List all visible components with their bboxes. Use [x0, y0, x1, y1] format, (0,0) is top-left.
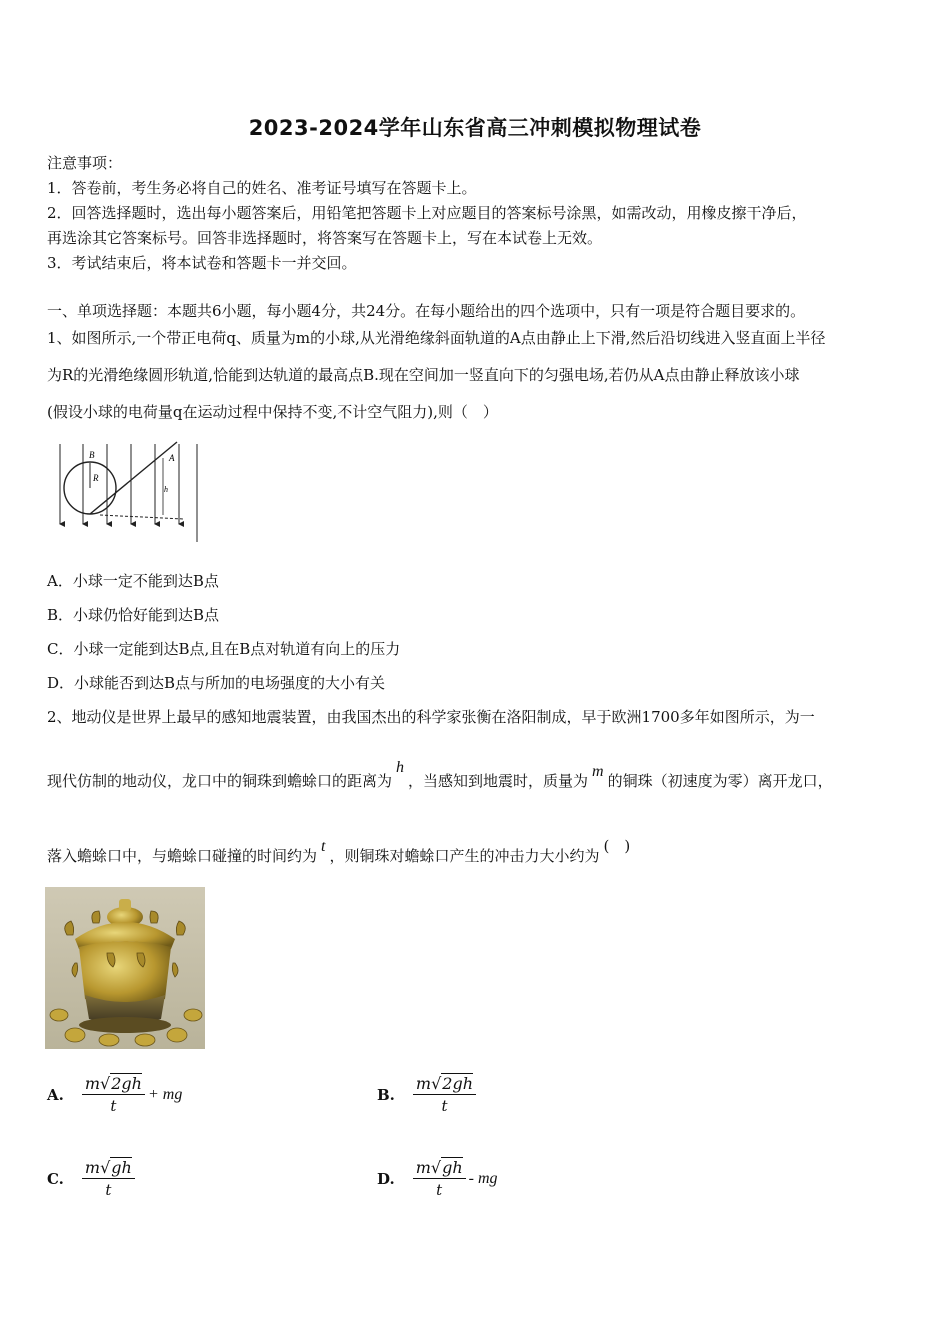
q2-option-d-label: D.	[377, 1169, 395, 1188]
note-item-1: 1．答卷前，考生务必将自己的姓名、准考证号填写在答题卡上。	[47, 179, 477, 197]
q2-option-c	[47, 1158, 135, 1199]
var-m: m	[592, 763, 604, 780]
var-h: h	[396, 759, 405, 776]
q2-line-2	[47, 759, 833, 791]
q2-line-1: 2、地动仪是世界上最早的感知地震装置，由我国杰出的科学家张衡在洛阳制成，早于欧洲1700多年如图所示，为一	[47, 708, 815, 726]
radicand: 2gh	[111, 1074, 142, 1093]
label-a: A	[169, 453, 175, 463]
numerator-m: m	[415, 1074, 432, 1093]
denominator: t	[436, 1181, 443, 1199]
section-heading: 一、单项选择题：本题共6小题，每小题4分，共24分。在每小题给出的四个选项中，只有一项是符合题目要求的。	[47, 302, 806, 320]
incline-track	[90, 442, 177, 514]
q1-line-3: (假设小球的电荷量q在运动过程中保持不变,不计空气阻力),则（ ）	[47, 403, 498, 421]
q2-option-a-label: A.	[47, 1085, 64, 1104]
q2-option-d	[377, 1158, 498, 1199]
ground-dashed	[100, 515, 184, 519]
q2-option-c-fraction: $\frac{m√gh}{t}$	[82, 1158, 135, 1199]
answer-paren: ( )	[603, 837, 631, 855]
notes-heading: 注意事项：	[47, 154, 123, 172]
q2-option-d-suffix: - mg	[468, 1169, 498, 1187]
q2-option-c-label: C.	[47, 1169, 64, 1188]
q1-track-figure	[52, 436, 202, 546]
radicand: gh	[111, 1158, 132, 1177]
radicand: gh	[442, 1158, 463, 1177]
q2-option-b-label: B.	[377, 1085, 395, 1104]
numerator-m: m	[415, 1158, 431, 1177]
note-item-3: 3．考试结束后，将本试卷和答题卡一并交回。	[47, 254, 357, 272]
numerator-m: m	[84, 1074, 101, 1093]
q2-option-d-fraction: $\frac{m√gh}{t}$	[413, 1158, 466, 1199]
denominator: t	[441, 1097, 448, 1115]
q2-line-2-text-c: 的铜珠（初速度为零）离开龙口，	[607, 772, 833, 790]
var-t: t	[321, 838, 326, 855]
q1-option-a: A．小球一定不能到达B点	[47, 572, 219, 590]
q1-option-b: B．小球仍恰好能到达B点	[47, 606, 220, 624]
q2-line-3	[47, 837, 631, 866]
label-r: R	[93, 473, 99, 483]
q2-line-2-text-a: 现代仿制的地动仪，龙口中的铜珠到蟾蜍口的距离为	[47, 772, 393, 790]
q2-option-a-fraction: $\frac{m√2gh}{t}$	[82, 1074, 145, 1115]
q2-option-a-suffix: + mg	[147, 1085, 183, 1103]
denominator: t	[110, 1097, 117, 1115]
label-b: B	[89, 450, 95, 460]
radicand: 2gh	[442, 1074, 474, 1093]
seismograph-photo	[45, 887, 205, 1049]
q1-line-2: 为R的光滑绝缘圆形轨道,恰能到达轨道的最高点B.现在空间加一竖直向下的匀强电场,若仍从A点由静止释放该小球	[47, 366, 800, 384]
q1-option-d: D．小球能否到达B点与所加的电场强度的大小有关	[47, 674, 386, 692]
field-lines	[60, 444, 197, 542]
q2-line-3-text-b: ，则铜珠对蟾蜍口产生的冲击力大小约为	[329, 847, 600, 865]
q2-line-2-text-b: ，当感知到地震时，质量为	[408, 772, 589, 790]
q1-line-1: 1、如图所示,一个带正电荷q、质量为m的小球,从光滑绝缘斜面轨道的A点由静止上下滑,然后沿切线进入竖直面上半径	[47, 329, 826, 347]
q2-option-b-fraction: $\frac{m√2gh}{t}$	[413, 1074, 476, 1115]
numerator-m: m	[84, 1158, 101, 1177]
note-item-2b: 再选涂其它答案标号。回答非选择题时，将答案写在答题卡上，写在本试卷上无效。	[47, 229, 603, 247]
q1-option-c: C．小球一定能到达B点,且在B点对轨道有向上的压力	[47, 640, 401, 658]
note-item-2a: 2．回答选择题时，选出每小题答案后，用铅笔把答题卡上对应题目的答案标号涂黑，如需改动，用橡皮擦干净后，	[47, 204, 807, 222]
denominator: t	[105, 1181, 112, 1199]
page-title: 2023-2024学年山东省高三冲刺模拟物理试卷	[248, 116, 702, 140]
q2-option-b	[377, 1074, 476, 1115]
label-h: h	[164, 485, 168, 494]
q2-option-a	[47, 1074, 182, 1115]
q2-line-3-text-a: 落入蟾蜍口中，与蟾蜍口碰撞的时间约为	[47, 847, 318, 865]
